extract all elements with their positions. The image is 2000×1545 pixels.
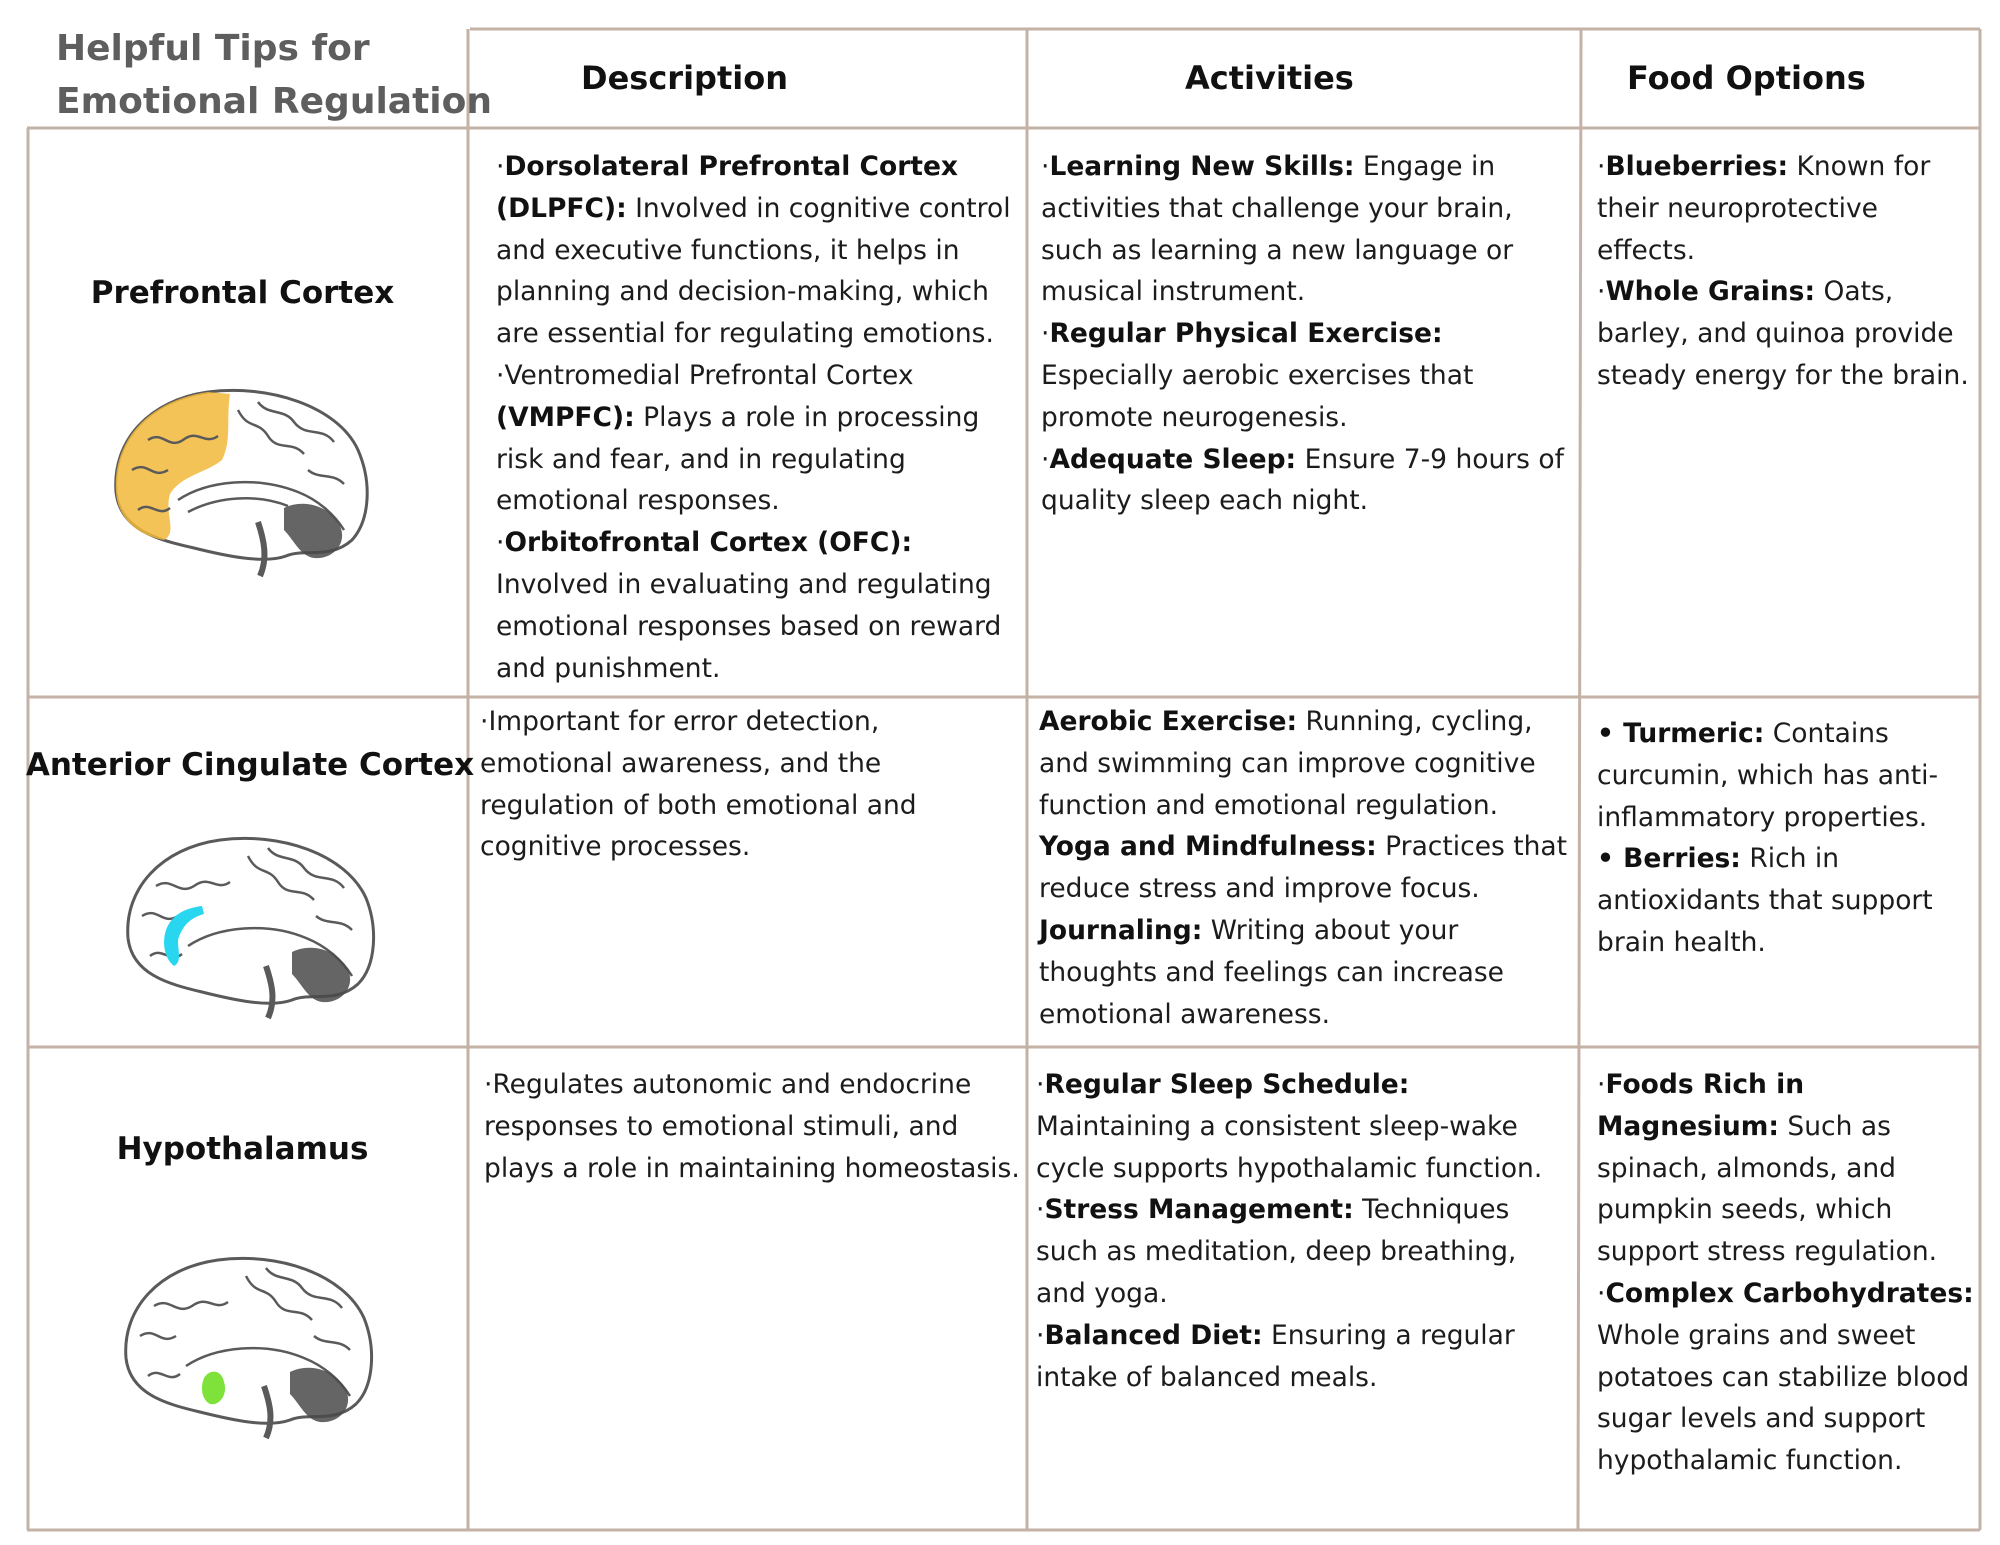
list-item: ·Dorsolateral Prefrontal Cortex (DLPFC): Involved in cognitive control and executive functions, it helps in planning and decision-making, which are essential for regulating emotions. bbox=[496, 151, 1011, 350]
header-activities: Activities bbox=[1185, 59, 1354, 97]
brain-prefrontal-highlight-icon bbox=[108, 380, 378, 585]
activities-cell-anterior-cingulate bbox=[1039, 701, 1579, 1035]
header-description: Description bbox=[581, 59, 788, 97]
list-item: ·Whole Grains: Oats, barley, and quinoa provide steady energy for the brain. bbox=[1597, 276, 1969, 391]
list-item: ·Orbitofrontal Cortex (OFC): Involved in evaluating and regulating emotional responses based on reward and punishment. bbox=[496, 527, 1002, 684]
list-item: ·Stress Management: Techniques such as meditation, deep breathing, and yoga. bbox=[1036, 1194, 1517, 1309]
list-item: ·Important for error detection, emotional awareness, and the regulation of both emotional and cognitive processes. bbox=[480, 706, 917, 863]
page-title bbox=[56, 22, 492, 128]
list-item: Yoga and Mindfulness: Practices that reduce stress and improve focus. bbox=[1039, 831, 1568, 905]
list-item: ·Foods Rich in Magnesium: Such as spinach, almonds, and pumpkin seeds, which support stress regulation. bbox=[1597, 1069, 1938, 1268]
activities-cell-hypothalamus bbox=[1036, 1064, 1572, 1398]
brain-hypothalamus-highlight-icon bbox=[118, 1250, 380, 1445]
activities-cell-prefrontal bbox=[1041, 146, 1571, 522]
list-item: ·Regular Sleep Schedule: Maintaining a consistent sleep-wake cycle supports hypothalamic function. bbox=[1036, 1069, 1543, 1184]
list-item: ·Balanced Diet: Ensuring a regular intake of balanced meals. bbox=[1036, 1319, 1515, 1393]
food-cell-prefrontal bbox=[1597, 146, 1977, 397]
list-item: Journaling: Writing about your thoughts and feelings can increase emotional awareness. bbox=[1039, 914, 1504, 1030]
list-item: • Turmeric: Contains curcumin, which has anti-inflammatory properties. bbox=[1597, 718, 1939, 833]
list-item: ·Blueberries: Known for their neuroprotective effects. bbox=[1597, 151, 1931, 266]
region-label-anterior-cingulate-cortex: Anterior Cingulate Cortex bbox=[25, 747, 475, 783]
list-item: ·Regular Physical Exercise: Especially aerobic exercises that promote neurogenesis. bbox=[1041, 318, 1474, 433]
list-item: • Berries: Rich in antioxidants that support brain health. bbox=[1597, 843, 1933, 958]
list-item: ·Learning New Skills: Engage in activities that challenge your brain, such as learning a new language or musical instrument. bbox=[1041, 151, 1514, 308]
description-cell-hypothalamus bbox=[484, 1064, 1020, 1189]
list-item: ·Ventromedial Prefrontal Cortex bbox=[496, 359, 914, 391]
region-label-prefrontal-cortex: Prefrontal Cortex bbox=[90, 275, 395, 311]
brain-anterior-cingulate-highlight-icon bbox=[120, 830, 382, 1025]
list-item: ·Adequate Sleep: Ensure 7-9 hours of quality sleep each night. bbox=[1041, 443, 1564, 517]
list-item: ·Regulates autonomic and endocrine responses to emotional stimuli, and plays a role in maintaining homeostasis. bbox=[484, 1069, 1020, 1184]
header-food-options: Food Options bbox=[1627, 59, 1866, 97]
food-cell-anterior-cingulate bbox=[1597, 713, 1975, 964]
page-title-line-2: Emotional Regulation bbox=[56, 81, 492, 122]
description-cell-prefrontal bbox=[496, 146, 1026, 689]
region-label-hypothalamus: Hypothalamus bbox=[116, 1131, 369, 1167]
page-title-line-1: Helpful Tips for bbox=[56, 28, 370, 69]
food-cell-hypothalamus bbox=[1597, 1064, 1975, 1482]
list-item: (VMPFC): Plays a role in processing risk and fear, and in regulating emotional responses. bbox=[496, 401, 980, 517]
list-item: Aerobic Exercise: Running, cycling, and swimming can improve cognitive function and emotional regulation. bbox=[1039, 706, 1536, 821]
list-item: ·Complex Carbohydrates: Whole grains and sweet potatoes can stabilize blood sugar levels and support hypothalamic function. bbox=[1597, 1277, 1974, 1477]
description-cell-anterior-cingulate bbox=[480, 701, 1020, 868]
